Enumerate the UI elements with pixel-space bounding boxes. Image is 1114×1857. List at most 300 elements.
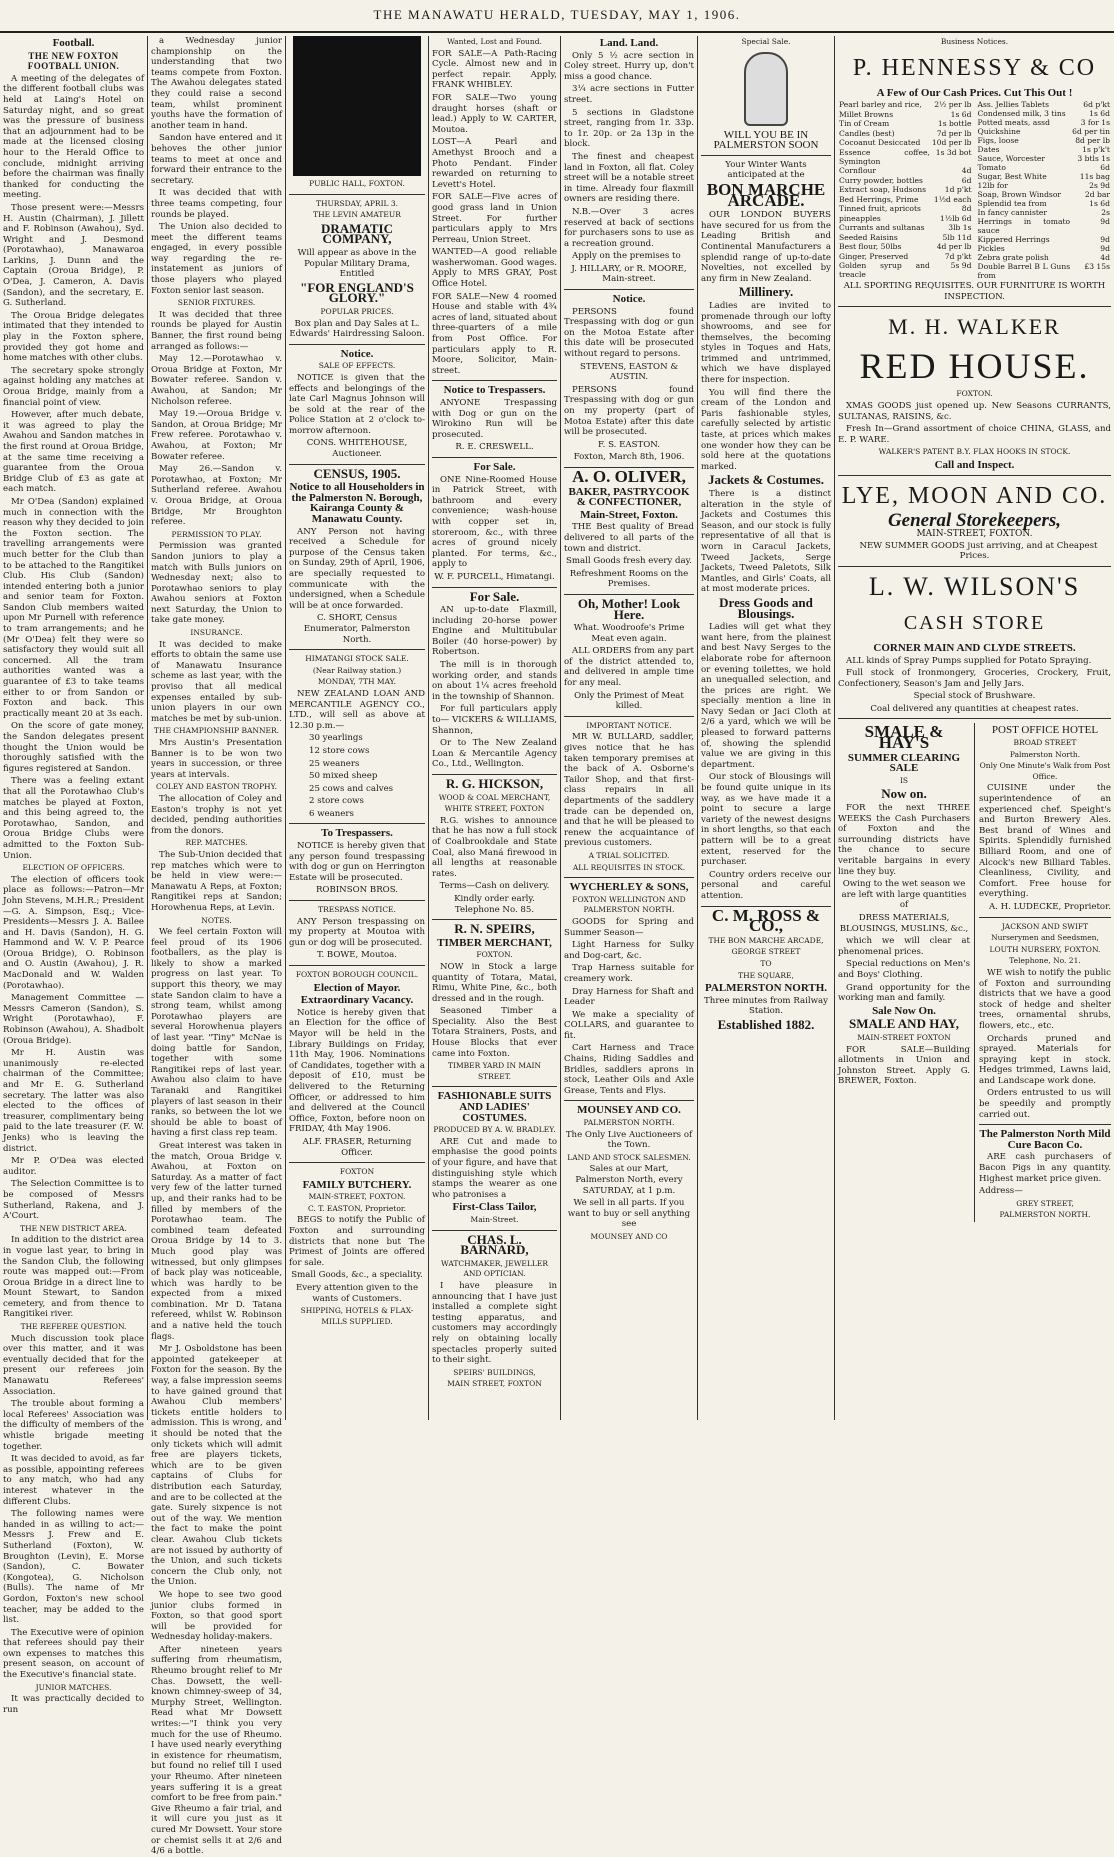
item-price: 6d [961,175,972,185]
text: FOXTON. [476,950,513,960]
divider [838,718,1111,719]
text: Palmerston North. [1009,749,1081,759]
text: You will find there the cream of the London and Paris fashionable styles, carefully selected by artistic taste, at prices which makes one wonder how they can be sold here at the quotations marked. [701,387,831,472]
text: Cart Harness and Trace Chains, Riding Saddles and Bridles, saddlers aprons in stock, Leather Oils and Axle Grease, Tents and Flys. [564,1043,694,1096]
paragraph: Mrs Austin's Presentation Banner is to be won two years in succession, or three years at intervals. [151,738,282,780]
item-price: 6d per tin [1072,127,1110,137]
text: TO [760,958,772,968]
paragraph: However, after much debate, it was agreed to play the Awahou and Sandon matches in the first round at Oroua Bridge, at the same time receiving a guarantee from the Oroua Bridge Club of £3 as gate at each match. [3,410,144,495]
signature: F. S. EASTON. [598,439,660,450]
section-heading: Football. [52,37,95,49]
paragraph: We hope to see two good junior clubs formed in Foxton, so that good sport will be provided for Wednesday holiday-makers. [151,1589,282,1643]
text: Notice is hereby given that an Election for the office of Mayor will be held in the Library Buildings on Friday, 11th May, 1906. Nominations of Candidates, together with a deposit of £10, must be delivered to the Returning Officer, or addressed to him and delivered at the Council Office, Foxton, before noon on FRIDAY, 4th May 1906. [289,1007,425,1135]
company: THE LEVIN AMATEUR [313,210,401,220]
speirs-heading: R. N. SPEIRS, [454,921,535,937]
text: FOXTON WELLINGTON AND PALMERSTON NORTH. [572,894,686,915]
item-name: Cornflour [839,166,877,176]
stock-sale-heading: HIMATANGI STOCK SALE. [305,654,409,664]
important-heading: IMPORTANT NOTICE. [586,720,672,730]
item-name: Best flour, 50lbs [839,242,902,252]
item-name: Condensed milk, 3 tins [977,109,1066,119]
paragraph: Sandon have entered and it behoves the other junior teams to meet at once and forward their entrance to the secretary. [151,133,282,186]
paras [3,875,144,1222]
text: MAIN STREET, FOXTON [447,1379,542,1389]
item-price: 2s 9d [1089,181,1110,191]
text: GEORGE STREET [731,947,801,957]
text: NOW in Stock a large quantity of Totara, Matai, Rimu, White Pine, &c., both dressed and in the rough. [432,961,557,1004]
notice-heading: Notice. [340,347,374,360]
subheading: NOTES. [201,915,232,925]
text: I have pleasure in announcing that I have just installed a complete sight testing apparatus, and customers may accordingly rely on obtaining locally spectacles properly suited to their sight. [432,1280,557,1366]
ross-heading: C. M. ROSS & CO., [711,905,821,936]
paras [3,1694,144,1715]
signature: ALF. FRASER, Returning Officer. [302,1136,412,1158]
text: TIMBER MERCHANT, [437,936,552,949]
text: Or to The New Zealand Loan & Mercantile Agency Co., Ltd., Wellington. [432,738,557,770]
text: Small Goods fresh every day. [565,556,693,567]
divider [838,306,1111,307]
item-price: 8d per lb [1075,136,1110,146]
item-price: 1s 3d bot [935,147,972,157]
text: A TRIAL SOLICITED. [588,850,670,860]
paragraph: 2 store cows [309,796,364,807]
paragraph: Management Committee — Messrs Cameron (Sandon), S. Wright (Porotawhao), F. Robinson (Awahou), A. Shadbolt (Oroua Bridge). [3,993,144,1046]
item-name: Essence coffee, Symington [839,147,930,166]
item-price: 6d p'kt [1083,100,1110,110]
text: Orders entrusted to us will be speedily and promptly carried out. [978,1088,1111,1120]
signature: ROBINSON BROS. [315,885,399,896]
item-price: 6d [1100,163,1110,173]
paragraph: a Wednesday junior championship on the understanding that two teams compete from Foxton. The Awahou delegates stated they could raise a second team, whilst prominent youths have the formation of another team in hand. [151,36,282,131]
item-name: Curry powder, bottles [839,175,923,185]
text: Every attention given to the wants of Customers. [295,1283,419,1304]
paragraph: Those present were:—Messrs H. Austin (Chairman), J. Jillett and F. Robinson (Awahou), Syd. Wright and J. Desmond (Porotawhao), Manawaroa Larkins, J. Dunn and the Captain (Oroua Bridge), P. O'Dea, J. Cameron, A. Davis (Sandon), and the secretary, E. G. Sutherland. [3,202,144,309]
text: ANY Person not having received a Schedule for purpose of the Census taken on Sunday, 29th of April, 1906, are specially requested to communicate with the undersigned, when a Schedule will be at once forwarded. [289,526,425,611]
text: ANY Person trespassing on my property at Moutoa with gun or dog will be prosecuted. [289,916,425,948]
item-name: Potted meats, assd [977,118,1050,128]
mayor-heading: Election of Mayor. [313,981,401,994]
text: ALL kinds of Spray Pumps supplied for Potato Spraying. [846,655,1092,666]
text: CORNER MAIN AND CLYDE STREETS. [873,641,1076,654]
for-sale-heading: For Sale. [469,588,520,604]
item-price: 1s p'k't [1082,145,1110,155]
text: Country orders receive our personal and careful attention. [701,869,831,901]
item-name: Ginger, Preserved [839,251,909,261]
butchery-street: MAIN-STREET, FOXTON. [308,1192,406,1202]
divider [979,917,1111,918]
text: WALKER'S PATENT B.Y. FLAX HOOKS IN STOCK. [878,447,1071,457]
paragraph: It was decided to make efforts to obtain the same use of Manawatu Insurance scheme as last year, with the proviso that all medical expenses entailed by sub-union players in our own matches be met by sub-union. [151,639,282,724]
census-sub: Notice to all Householders in the Palmerston N. Borough, Kairanga County & Manawatu County. [289,481,425,526]
jackets-heading: Jackets & Costumes. [708,472,824,488]
paragraph: Much discussion took place over this matter, and it was eventually decided that for the present our referees join Manawatu Referees' Association. [3,1333,144,1397]
mother-heading: Oh, Mother! Look Here. [577,595,681,622]
price-row [977,244,1112,253]
divider [432,457,557,458]
paragraph: After nineteen years suffering from rheumatism, Rheumo brought relief to Mr Chas. Dowsett, the well-known chimney-sweep of 34, Murphy Street, Wellington. Read what Mr Dowsett writes:—"I think you very much for the use of Rheumo. I have used nearly everything in existence for rheumatism, but found no relief till I used your Rheumo. After nineteen years suffering it is a great comfort to be free from pain." Give Rheumo a fair trial, and it will cure you just as it cured Mr Dowsett. Your store or chemist sells it at 2/6 and 4/6 a bottle. [151,1644,282,1857]
text: Nurserymen and Seedsmen, [991,933,1099,943]
text: Owing to the wet season we are left with large quantities of [841,879,967,911]
text: PERSONS found Trespassing with dog or gun on the Motoa Estate after this date will be prosecuted without regard to persons. [564,306,694,360]
subheading: INSURANCE. [190,628,243,638]
text: WHITE STREET, FOXTON [444,804,545,814]
paragraph: WANTED—A good reliable washerwoman. Good wages. Apply to MRS GRAY, Post Office Hotel. [432,247,557,290]
item-price: 3lb 1s [948,223,972,233]
item-name: Sauce, Worcester [977,154,1046,164]
prices: POPULAR PRICES. [320,306,394,316]
item-price: 1s 6d [1089,199,1110,209]
paragraph: The Sub-Union decided that rep matches which were to be held in view were:—Manawatu A Reps, at Foxton; Rangitikei reps at Sandon; Horowhenua Reps, at Levin. [151,849,282,913]
text: We sell in all parts. If you want to buy or sell anything see [567,1198,691,1230]
paragraph: 50 mixed sheep [309,771,378,782]
price-row [838,261,973,280]
divider [838,566,1111,567]
paragraph: The election of officers took place as follows:—Patron—Mr John Stevens, M.H.R.; President—G. A. Simpson, Esq.; Vice-Presidents—Messrs J. A. Bailee and H. Davis (Sandon), H. G. Hammond and W. V. P. Pearce (Oroua Bridge), O. Robinson and O. Austin (Awahou), J. R. MacDonald and W. Walden (Porotawhao). [3,874,144,991]
item-name: Tomato [977,163,1006,173]
public-hall: PUBLIC HALL, FOXTON. [309,179,405,188]
text: The Only Live Auctioneers of the Town. [565,1129,693,1151]
land-ads [564,51,694,262]
divider [564,716,694,717]
paragraph: The Selection Committee is to be composed of Messrs Sutherland, Rakena, and J. A'Court. [3,1179,144,1222]
subheading: PERMISSION TO PLAY. [171,529,262,539]
text: OUR LONDON BUYERS have secured for us from the Leading British and Continental Manufacturers a splendid range of up-to-date Novelties, not excelled by any firm in New Zealand. [701,210,831,284]
item-name: Currants and sultanas [839,223,925,233]
item-name: Tinned fruit, apricots [839,204,921,214]
divider [289,965,425,966]
text: ARE Cut and made to emphasise the good points of your figure, and have that distinguishing style which stamps the wearer as one who patronises a [432,1136,557,1200]
price-row [838,166,973,175]
text: (Near Railway station.) [312,665,402,675]
item-price: 2d bar [1084,190,1110,200]
divider [289,1162,425,1163]
census-heading: CENSUS, 1905. [313,465,401,481]
paragraph: May 26.—Sandon v. Porotawhao, at Foxton; Mr Sutherland referee. Awahou v. Oroua Bridge, at Oroua Bridge, Mr Broughton referee. [151,464,282,528]
price-row [977,208,1112,217]
paragraph: It was decided that three rounds be played for Austin Banner, the first round being arranged as follows:— [151,309,282,352]
paragraph: FOR SALE—A Path-Racing Cycle. Almost new and in perfect repair. Apply, FRANK WHIBLEY. [432,48,557,91]
price-table-right [977,100,1112,280]
item-price: 1½lb 6d [939,213,972,223]
signature: C. SHORT, Census Enumerator, Palmerston North. [303,613,411,645]
text: PALMERSTON NORTH. [704,982,828,995]
item-price: 1d p'kt [944,185,972,195]
item-price: 8d [961,204,972,214]
column-wanted [429,36,560,1420]
price-row [838,223,973,232]
text: PERSONS found Trespassing with dog or gun on my property (part of Motoa Estate) after this date will be prosecuted. [564,384,694,438]
divider [432,587,557,588]
dress-goods-heading: Dress Goods and Blousings. [719,594,813,621]
paras [151,310,282,528]
item-name: Cocoanut Desiccated [839,138,921,148]
price-row [977,145,1112,154]
sale-heading: SALE OF EFFECTS. [318,361,396,371]
signature: STEVENS, EASTON & AUSTIN. [580,361,678,383]
item-name: Candles (best) [839,128,895,138]
paragraph: 3¼ acre sections in Futter street. [564,84,694,105]
section-heading: Wanted, Lost and Found. [447,37,542,46]
signature: R. E. CRESWELL. [455,442,534,453]
price-row [977,154,1112,163]
text: Main-Street. [470,1214,519,1224]
paragraph: Great interest was taken in the match, Oroua Bridge v. Awahou, at Foxton on Saturday. As a matter of fact very few of the latter turned up, and their ranks had to be filled by members of the Porotawhao team. The combined team defeated Oroua Bridge by 14 to 3. Much good play was witnessed, but only glimpses of back play was noticeable, which was hardly to be expected from a mixed combination. Mr D. Tatana refereed, whilst W. Robinson and a native held the touch flags. [151,1140,282,1342]
item-price: 1s bottle [937,119,972,129]
text: NEW SUMMER GOODS just arriving, and at Cheapest Prices. [859,540,1098,562]
divider [432,380,557,381]
item-price: 7d p'kt [944,251,972,261]
oliver-heading: A. O. OLIVER, [572,466,686,486]
text: FOXTON. [956,389,993,399]
paragraph: 25 cows and calves [309,783,394,794]
printed-black-block [293,36,421,176]
item-price: 1½d each [933,194,972,204]
paragraph: Mr O'Dea (Sandon) explained much in connection with the reason why they decided to join the Foxton section. The travelling arrangements were much better for the Club than to be attached to the Rangitikei Club. His Club (Sandon) intended entering both a junior and senior team for Foxton. Sandon Club members waited upon Mr Purnell with reference to tram arrangements; and he (Mr O'Dea) felt they were so satisfactory they would suit all concerned. All the tram authorities wanted was a guarantee of £3 to take teams either to or from Sandon or Foxton and back. This practically meant 20 at 3s each. [3,496,144,719]
paragraph: Apply on the premises to [572,251,681,262]
paragraph: Permission was granted Sandon juniors to play a match with Bulls juniors on Wednesday next; also to Porotawhao seniors to play Awahou seniors at Foxton next Saturday, the Union to take gate money. [151,541,282,626]
text: Your Winter Wants anticipated at the [725,159,807,181]
mounsey-heading: MOUNSEY AND CO. [577,1104,681,1117]
price-list [838,100,1111,280]
for-sale-heading: For Sale. [473,460,516,473]
paragraph: 30 yearlings [309,733,363,744]
item-price: 2s [1101,208,1110,218]
text: CUISINE under the superintendence of an experienced chef. Speight's and Burton Brewery Ales. Best brand of Wines and Spirits. Splendidly furnished Billiard Room, and one of Alcock's new Billiard Tables. Cleanliness, Civility, and Comfort. Free house for everything. [978,783,1111,900]
article-headline: THE NEW FOXTON FOOTBALL UNION. [27,50,120,72]
text: SUMMER CLEARING SALE [847,751,961,775]
text: NOTICE is hereby given that any person found trespassing with dog or gun on Herrington Estate will be prosecuted. [289,841,425,883]
price-row [838,100,973,109]
text: DRESS MATERIALS, BLOUSINGS, MUSLINS, &c., [839,912,969,934]
section-heading: Business Notices. [940,37,1009,46]
text: Trap Harness suitable for creamery work. [564,963,694,984]
item-name: Herrings in tomato sauce [977,217,1071,236]
wycherley-heading: WYCHERLEY & SONS, [569,881,689,894]
subheading: THE REFEREE QUESTION. [20,1322,127,1332]
item-price: 5lb 11d [942,232,972,242]
paras [3,1235,144,1320]
signature: A. H. LUDECKE, Proprietor. [988,901,1111,912]
paragraph: The Executive were of opinion that referees should pay their own expenses to matches this present season, on account of the Executive's financial state. [3,1627,144,1681]
paragraph: It was decided to avoid, as far as possible, appointing referees to any match, who had any interest whatever in the different Clubs. [3,1454,144,1507]
text: Special stock of Brushware. [913,691,1036,702]
price-row [977,181,1112,190]
item-price: 11s bag [1079,172,1110,182]
vacancy-heading: Extraordinary Vacancy. [300,994,414,1007]
price-row [838,129,973,138]
price-row [977,163,1112,172]
text: Sale Now On. [872,1004,936,1017]
hickson-heading: R. G. HICKSON, [445,776,544,791]
text: Dray Harness for Shaft and Leader [564,986,694,1008]
text: XMAS GOODS just opened up. New Seasons CURRANTS, SULTANAS, RAISINS, &c. [838,400,1111,422]
item-price: £3 15s [1084,262,1110,272]
item-price: 9d [1100,217,1110,227]
item-name: Sugar, Best White [977,172,1047,182]
divider [289,900,425,901]
item-name: Ass. Jellies Tablets [977,100,1049,110]
paragraph: It was decided that with three teams competing, four rounds be played. [151,188,282,220]
notice-heading: Notice. [612,293,646,306]
text: WILL YOU BE IN PALMERSTON SOON [713,128,819,152]
paragraph: It was practically decided to run [3,1694,144,1715]
millinery-heading: Millinery. [738,284,794,300]
item-name: Double Barrel B L Guns from [977,262,1071,281]
paras [3,1334,144,1681]
text: GOODS for Spring and Summer Season— [564,916,694,938]
price-row [838,148,973,167]
price-row [977,100,1112,109]
item-name: Pearl barley and rice, [839,100,922,110]
text: SPEIRS' BUILDINGS, [453,1367,536,1377]
text: ONE Nine-Roomed House in Patrick Street, with bathroom and every convenience; wash-house with copper set in, storeroom, &c., with three acres of ground nicely planted. For terms, &c., apply to [432,474,557,570]
text: Will appear as above in the Popular Military Drama, Entitled [297,247,417,280]
section-heading: Special Sale. [741,37,791,46]
company-heading: DRAMATIC COMPANY, [321,220,393,247]
text: First-Class Tailor, [452,1201,537,1214]
price-row [838,252,973,261]
text: Light Harness for Sulky and Dog-cart, &c. [564,940,694,961]
text: Small Goods, &c., a speciality. [291,1270,423,1281]
paragraph: There was a feeling extant that all the Porotawhao Club's matches be played at Foxton, and this being agreed to, the Porotawhao, Sandon, and Oroua Bridge Clubs were admitted to the Foxton Sub-Union. [3,776,144,861]
price-row [838,138,973,147]
paragraph: The finest and cheapest land in Foxton, all flat. Coley street will be a notable street in time. Already four flaxmill owners are residing there. [564,151,694,205]
subheading: THE NEW DISTRICT AREA. [20,1223,127,1233]
column-divider [974,723,975,1222]
price-row [838,204,973,213]
text: Address— [978,1186,1023,1197]
divider [838,475,1111,476]
text: ARE cash purchasers of Bacon Pigs in any quantity. Highest market price given. [978,1152,1111,1184]
text: Main-Street, Foxton. [580,508,678,521]
text: Refreshment Rooms on the Premises. [569,568,689,590]
subheading: REP. MATCHES. [185,838,248,848]
paras [151,927,282,1857]
text: BROAD STREET [1013,738,1077,748]
smale-heading: SMALE & HAY'S [864,722,944,753]
divider [979,1124,1111,1125]
text: Foxton, March 8th, 1906. [573,452,685,463]
text: The mill is in thorough working order, and stands on about 1¼ acres freehold in the township of Shannon. [432,660,557,702]
paragraph: N.B.—Over 3 acres reserved at back of sections for purchasers sons to use as a recreation ground. [564,206,694,249]
text: GREY STREET, [1016,1198,1074,1208]
price-table-left [838,100,973,280]
barnard-heading: CHAS. L. BARNARD, [460,1231,529,1258]
text: FOR SALE—Building allotments in Union and Johnston Street. Apply G. BREWER, Foxton. [838,1044,970,1087]
text: Ladies will get what they want here, from the plainest and best Navy Serges to the elaborate robe for afternoon or evening toilettes, we hold an unequalled selection, and the prices are right. We specially mention a line in Navy Sedan or Jaci Cloth at 2/6 a yard, which we will be pleased to forward patterns of, showing the splendid value we are giving in this department. [701,622,831,770]
classified-ads [432,49,557,377]
paragraph: LOST—A Pearl and Amethyst Brooch and a Photo Pendant. Finder rewarded on returning to Levett's Hotel. [432,137,557,190]
text: Telephone, No. 21. [1009,956,1081,966]
price-row [977,118,1112,127]
section-heading: Land. Land. [599,37,659,49]
storekeepers-heading: General Storekeepers, [887,509,1062,531]
paragraph: The secretary spoke strongly against holding any matches at Oroua Bridge, mainly from a financial point of view. [3,365,144,408]
paragraph: May 19.—Oroua Bridge v. Sandon, at Oroua Bridge; Mr Frew referee. Porotawhao v. Awahou, at Foxton; Mr Bowater referee. [151,409,282,462]
text: Ladies are invited to promenade through our lofty showrooms, and see for themselves, the becoming styles in Toques and Hats, trimmed and untrimmed, which we have displayed there for inspection. [701,300,831,386]
subheading: THE CHAMPIONSHIP BANNER. [153,726,280,736]
text: which we will clear at phenomenal prices. [838,936,970,957]
item-price: 1s 6d [950,109,972,119]
butchery-proprietor: C. T. EASTON, Proprietor. [308,1203,406,1213]
paragraph: The Oroua Bridge delegates intimated that they intended to play in the Foxton sphere, provided they got home and home matches with other clubs. [3,310,144,364]
item-price: 4d per lb [936,242,972,252]
column-special-sale [698,36,834,1420]
item-name: pineapples [839,213,881,223]
paras [3,74,144,861]
hennessy-heading: P. HENNESSY & CO [852,54,1097,81]
paragraph: 5 sections in Gladstone street, ranging from 1r. 33p. to 1r. 20p. or 2a 13p in the block. [564,107,694,150]
js-heading: JACKSON AND SWIFT [1001,921,1089,931]
text: BEGS to notify the Public of Foxton and surrounding districts that none but The Primest of Joints are offered for sale. [289,1215,425,1268]
column-football-continued [148,36,285,1857]
text: Call and Inspect. [934,458,1015,471]
text: We make a speciality of COLLARS, and guarantee to fit. [564,1009,694,1041]
signature: T. BOWE, Moutoa. [316,950,397,961]
item-name: Kippered Herrings [977,235,1050,245]
text: NEW ZEALAND LOAN AND MERCANTILE AGENCY CO., LTD., will sell as above at 12.30 p.m.— [289,688,425,731]
masthead-rule [0,31,1114,33]
paragraph: FOR SALE—Five acres of good grass land in Union Street. For further particulars apply to Mrs Perreau, Union Street. [432,192,557,245]
pointing-hand-icon [744,52,788,126]
item-price: 9d [1100,235,1110,245]
text: Grand opportunity for the working man and family. [838,982,970,1004]
trespass-heading: TRESPASS NOTICE. [318,905,396,915]
text: R.G. wishes to announce that he has now a full stock of Coalbrookdale and State Coal, also Maná firewood in all lengths at reasonable rates. [432,815,557,879]
walker-heading: M. H. WALKER [888,314,1061,340]
item-name: In fancy cannister [977,208,1048,218]
stock-list [289,733,425,819]
price-row [838,176,973,185]
divider [289,823,425,824]
text: PRODUCED BY A. W. BRADLEY. [433,1125,556,1135]
text: IS [899,775,909,785]
text: Now on. [881,786,927,802]
paragraph: The allocation of Coley and Easton's trophy is not yet decided, pending authorities from the donors. [151,793,282,836]
fashion-heading: FASHIONABLE SUITS AND LADIES' COSTUMES. [437,1090,552,1124]
post-office-block [979,723,1111,1222]
price-row [838,242,973,251]
price-row [838,119,973,128]
item-name: Zebra grate polish [977,253,1049,263]
text: Our stock of Blousings will be found quite unique in its way, as we have made it a point to secure a large variety of the newest designs in short lengths, so that each pattern will be to a great extent, reserved for the purchaser. [701,772,831,868]
divider [432,1230,557,1231]
item-name: Extract soap, Hudsons [839,185,927,195]
text: Full stock of Ironmongery, Groceries, Crockery, Fruit, Confectionery, Season's Jam and Jelly Jars. [838,668,1111,689]
butchery-heading: FAMILY BUTCHERY. [302,1178,412,1191]
column-football [0,36,147,1715]
red-house-heading: RED HOUSE. [859,346,1090,387]
text: THE Best quality of Bread delivered to all parts of the town and district. [564,522,694,554]
divider [289,194,425,195]
divider [564,594,694,595]
paragraph: FOR SALE—Two young draught horses (shaft or lead.) Apply to W. CARTER, Moutoa. [432,92,557,135]
text: Orchards pruned and sprayed. Materials for spraying kept in stock. Hedges trimmed, Lawns laid, and Landscape work done. [978,1033,1111,1086]
divider [564,877,694,878]
cash-store-heading: CASH STORE [903,611,1046,634]
item-name: Golden syrup and treacle [839,261,930,280]
subheading: SENIOR FIXTURES. [177,298,256,308]
item-name: Millet Browns [839,109,894,119]
lye-moon-heading: LYE, MOON AND CO. [841,482,1108,509]
paragraph: The Union also decided to meet the different teams engaged, in every possible way regarding the re-instatement as juniors of those players who played Foxton senior last season. [151,222,282,296]
text: A Few of Our Cash Prices. Cut This Out ! [876,86,1073,99]
price-row [838,185,973,194]
paragraph: Mr J. Osboldstone has been appointed gatekeeper at Foxton for the season. By the way, a false impression seems to have gained ground that Awahou Club members' tickets entitle holders to admission. This is wrong, and it should be noted that the only tickets which will admit free are players tickets, which are to be given captains of Clubs for distribution each Saturday, and are to be collected at the gate. Surely sixpence is not out of the way. We mention the fact to make the point clear. Awahou Club tickets are not issued by authority of the Union, and such tickets concern the Club only, not the Union. [151,1344,282,1588]
subheading: ELECTION OF OFFICERS. [22,863,125,873]
price-row [838,233,973,242]
divider [564,289,694,290]
